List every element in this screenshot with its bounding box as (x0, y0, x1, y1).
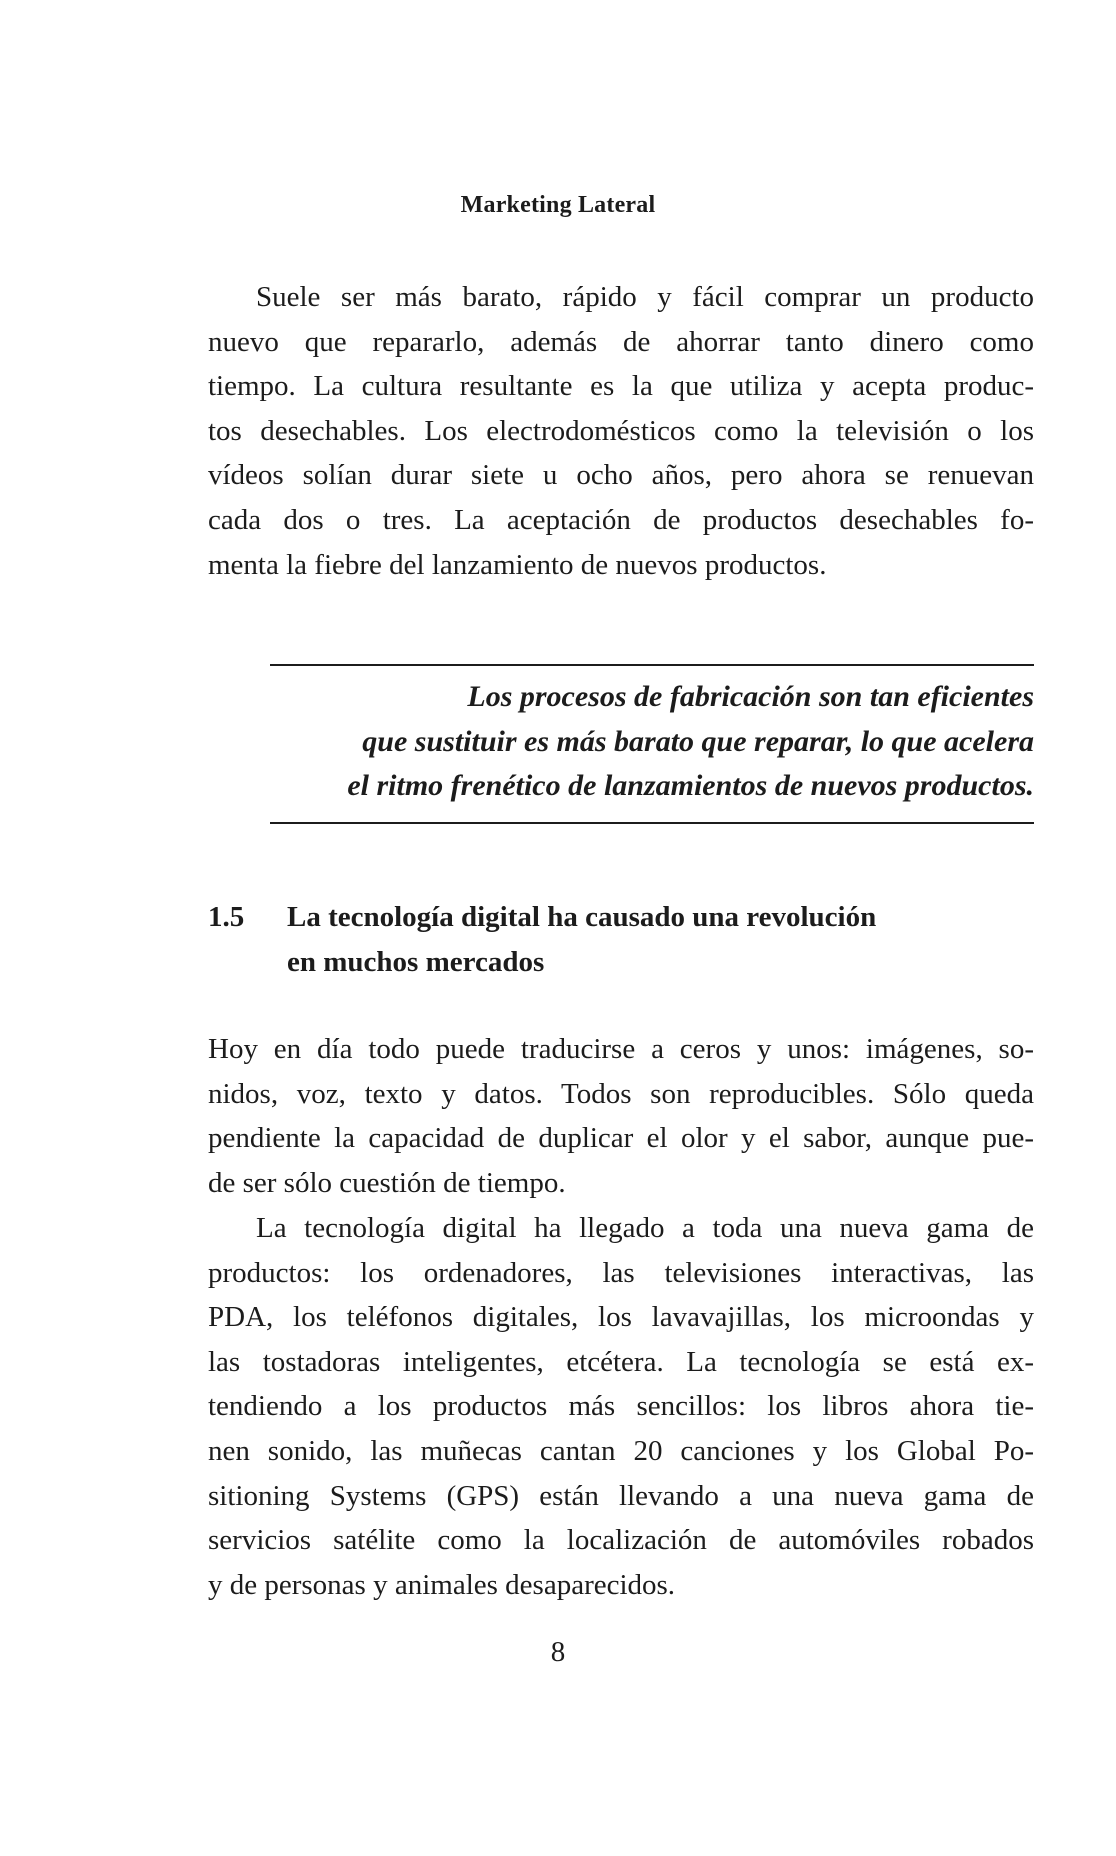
text-line: pendiente la capacidad de duplicar el olor y el sabor, aunque pue- (208, 1122, 1034, 1155)
section-title (287, 895, 1027, 984)
text-line: de ser sólo cuestión de tiempo. (208, 1166, 566, 1199)
text-line: La tecnología digital ha llegado a toda una nueva gama de (256, 1212, 1034, 1244)
text-line: las tostadoras inteligentes, etcétera. La tecnología se está ex- (208, 1345, 1034, 1378)
section-title-line: en muchos mercados (287, 945, 545, 978)
text-line: tendiendo a los productos más sencillos: los libros ahora tie- (208, 1390, 1034, 1423)
text-line: nen sonido, las muñecas cantan 20 canciones y los Global Po- (208, 1434, 1034, 1467)
text-line: nuevo que repararlo, además de ahorrar tanto dinero como (208, 325, 1034, 358)
section-number: 1.5 (208, 901, 245, 933)
pullquote-line: Los procesos de fabricación son tan eficientes (467, 680, 1034, 713)
text-line: vídeos solían durar siete u ocho años, pero ahora se renuevan (208, 459, 1034, 492)
text-line: tos desechables. Los electrodomésticos como la televisión o los (208, 414, 1034, 447)
text-line: PDA, los teléfonos digitales, los lavavajillas, los microondas y (208, 1301, 1034, 1334)
section-title-line: La tecnología digital ha causado una revolución (287, 901, 877, 933)
running-header: Marketing Lateral (460, 192, 656, 218)
text-line: sitioning Systems (GPS) están llevando a una nueva gama de (208, 1479, 1034, 1512)
text-line: y de personas y animales desaparecidos. (208, 1568, 676, 1601)
pullquote (270, 675, 1034, 809)
paragraph-2 (208, 1027, 1034, 1205)
text-line: productos: los ordenadores, las televisiones interactivas, las (208, 1256, 1034, 1289)
paragraph-1 (208, 275, 1034, 587)
page-number: 8 (550, 1636, 566, 1668)
text-line: menta la fiebre del lanzamiento de nuevos productos. (208, 548, 827, 581)
text-line: Suele ser más barato, rápido y fácil comprar un producto (256, 281, 1034, 313)
pullquote-bottom-rule (270, 822, 1034, 824)
text-line: cada dos o tres. La aceptación de productos desechables fo- (208, 503, 1034, 536)
paragraph-3 (208, 1206, 1034, 1607)
pullquote-line: que sustituir es más barato que reparar, lo que acelera (362, 724, 1034, 758)
text-line: nidos, voz, texto y datos. Todos son reproducibles. Sólo queda (208, 1077, 1034, 1110)
text-line: servicios satélite como la localización de automóviles robados (208, 1524, 1034, 1557)
pullquote-line: el ritmo frenético de lanzamientos de nuevos productos. (347, 769, 1034, 803)
text-line: Hoy en día todo puede traducirse a ceros y unos: imágenes, so- (208, 1033, 1034, 1065)
pullquote-top-rule (270, 664, 1034, 666)
text-line: tiempo. La cultura resultante es la que utiliza y acepta produc- (208, 370, 1034, 403)
